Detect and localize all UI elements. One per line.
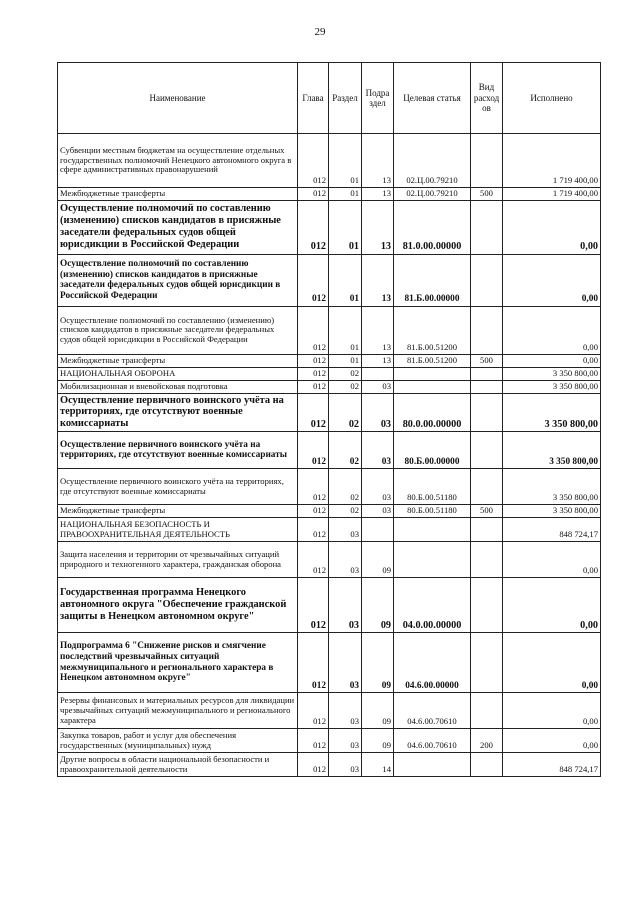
cell-glava: 012 — [298, 380, 329, 393]
cell-tselevaya: 81.Б.00.51200 — [394, 306, 471, 354]
cell-ispolneno: 1 719 400,00 — [503, 134, 601, 188]
table-row — [58, 134, 601, 188]
cell-tselevaya: 81.Б.00.00000 — [394, 254, 471, 306]
cell-tselevaya: 04.6.00.70610 — [394, 729, 471, 753]
cell-name: Другие вопросы в области национальной безопасности и правоохранительной деятельности — [58, 753, 298, 777]
cell-razdel: 03 — [329, 578, 362, 633]
cell-vid — [471, 380, 503, 393]
cell-name: Мобилизационная и вневойсковая подготовка — [58, 380, 298, 393]
cell-vid — [471, 254, 503, 306]
cell-glava: 012 — [298, 729, 329, 753]
cell-razdel: 02 — [329, 505, 362, 518]
cell-ispolneno: 848 724,17 — [503, 753, 601, 777]
table-row — [58, 393, 601, 432]
cell-name: Резервы финансовых и материальных ресурсов для ликвидации чрезвычайных ситуаций межмуниципального и регионального характера — [58, 693, 298, 729]
cell-name: Защита населения и территории от чрезвычайных ситуаций природного и техногенного характера, гражданская оборона — [58, 542, 298, 578]
header-ispolneno: Исполнено — [503, 63, 601, 134]
table-row — [58, 633, 601, 693]
cell-vid — [471, 200, 503, 254]
table-row — [58, 542, 601, 578]
cell-vid — [471, 542, 503, 578]
cell-name: Субвенции местным бюджетам на осуществление отдельных государственных полномочий Ненецкого автономного округа в сфере административных правонарушений — [58, 134, 298, 188]
cell-ispolneno: 0,00 — [503, 306, 601, 354]
cell-ispolneno: 1 719 400,00 — [503, 188, 601, 201]
table-row — [58, 578, 601, 633]
cell-vid — [471, 306, 503, 354]
header-name: Наименование — [58, 63, 298, 134]
cell-name: НАЦИОНАЛЬНАЯ БЕЗОПАСНОСТЬ И ПРАВООХРАНИТЕЛЬНАЯ ДЕЯТЕЛЬНОСТЬ — [58, 518, 298, 542]
cell-podrazdel: 03 — [362, 505, 394, 518]
cell-ispolneno: 0,00 — [503, 200, 601, 254]
cell-podrazdel: 13 — [362, 254, 394, 306]
cell-podrazdel: 03 — [362, 432, 394, 469]
cell-glava: 012 — [298, 578, 329, 633]
cell-ispolneno: 0,00 — [503, 578, 601, 633]
cell-name: Осуществление первичного воинского учёта на территориях, где отсутствуют военные комиссариаты — [58, 469, 298, 505]
cell-razdel: 02 — [329, 469, 362, 505]
cell-name: Подпрограмма 6 "Снижение рисков и смягчение последствий чрезвычайных ситуаций межмуниципального и регионального характера в Ненецком автономном округе" — [58, 633, 298, 693]
table-row — [58, 306, 601, 354]
cell-vid — [471, 134, 503, 188]
cell-tselevaya: 81.Б.00.51200 — [394, 354, 471, 367]
cell-vid — [471, 518, 503, 542]
cell-glava: 012 — [298, 200, 329, 254]
cell-ispolneno: 0,00 — [503, 729, 601, 753]
cell-razdel: 02 — [329, 432, 362, 469]
cell-ispolneno: 3 350 800,00 — [503, 505, 601, 518]
cell-podrazdel — [362, 367, 394, 380]
table-row — [58, 693, 601, 729]
cell-name: Осуществление полномочий по составлению (изменению) списков кандидатов в присяжные заседатели федеральных судов общей юрисдикции в Российской Федерации — [58, 254, 298, 306]
cell-razdel: 03 — [329, 753, 362, 777]
cell-razdel: 01 — [329, 254, 362, 306]
cell-name: Осуществление полномочий по составлению (изменению) списков кандидатов в присяжные заседатели федеральных судов общей юрисдикции в Российской Федерации — [58, 306, 298, 354]
cell-name: НАЦИОНАЛЬНАЯ ОБОРОНА — [58, 367, 298, 380]
cell-podrazdel: 13 — [362, 134, 394, 188]
cell-tselevaya: 02.Ц.00.79210 — [394, 188, 471, 201]
cell-tselevaya: 80.0.00.00000 — [394, 393, 471, 432]
cell-tselevaya: 81.0.00.00000 — [394, 200, 471, 254]
cell-podrazdel: 09 — [362, 542, 394, 578]
cell-glava: 012 — [298, 188, 329, 201]
cell-ispolneno: 3 350 800,00 — [503, 469, 601, 505]
cell-glava: 012 — [298, 354, 329, 367]
cell-glava: 012 — [298, 542, 329, 578]
cell-razdel: 01 — [329, 306, 362, 354]
cell-name: Межбюджетные трансферты — [58, 505, 298, 518]
cell-razdel: 02 — [329, 380, 362, 393]
cell-name: Государственная программа Ненецкого автономного округа "Обеспечение гражданской защиты в Ненецком автономном округе" — [58, 578, 298, 633]
cell-vid — [471, 469, 503, 505]
cell-vid — [471, 432, 503, 469]
cell-ispolneno: 0,00 — [503, 542, 601, 578]
cell-tselevaya — [394, 367, 471, 380]
cell-podrazdel: 13 — [362, 188, 394, 201]
cell-glava: 012 — [298, 505, 329, 518]
cell-glava: 012 — [298, 134, 329, 188]
page-number: 29 — [314, 26, 326, 38]
cell-name: Закупка товаров, работ и услуг для обеспечения государственных (муниципальных) нужд — [58, 729, 298, 753]
cell-tselevaya: 04.6.00.70610 — [394, 693, 471, 729]
cell-tselevaya — [394, 753, 471, 777]
table-row — [58, 200, 601, 254]
cell-podrazdel: 03 — [362, 393, 394, 432]
cell-vid — [471, 367, 503, 380]
cell-name: Межбюджетные трансферты — [58, 354, 298, 367]
cell-podrazdel: 09 — [362, 633, 394, 693]
cell-ispolneno: 848 724,17 — [503, 518, 601, 542]
cell-ispolneno: 3 350 800,00 — [503, 367, 601, 380]
cell-razdel: 01 — [329, 354, 362, 367]
cell-razdel: 03 — [329, 729, 362, 753]
cell-tselevaya — [394, 518, 471, 542]
cell-podrazdel: 03 — [362, 469, 394, 505]
cell-name: Осуществление первичного воинского учёта на территориях, где отсутствуют военные комиссариаты — [58, 432, 298, 469]
cell-podrazdel: 09 — [362, 729, 394, 753]
cell-glava: 012 — [298, 254, 329, 306]
cell-ispolneno: 0,00 — [503, 633, 601, 693]
cell-glava: 012 — [298, 432, 329, 469]
cell-razdel: 02 — [329, 393, 362, 432]
cell-vid — [471, 753, 503, 777]
table-row — [58, 254, 601, 306]
table-row — [58, 188, 601, 201]
cell-podrazdel: 03 — [362, 380, 394, 393]
table-row — [58, 380, 601, 393]
cell-razdel: 03 — [329, 633, 362, 693]
cell-vid: 200 — [471, 729, 503, 753]
header-glava: Глава — [298, 63, 329, 134]
cell-glava: 012 — [298, 518, 329, 542]
cell-vid: 500 — [471, 188, 503, 201]
cell-glava: 012 — [298, 367, 329, 380]
cell-podrazdel: 13 — [362, 306, 394, 354]
table-row — [58, 432, 601, 469]
cell-razdel: 01 — [329, 134, 362, 188]
header-tselevaya: Целевая статья — [394, 63, 471, 134]
table-header-row — [58, 63, 601, 134]
cell-glava: 012 — [298, 393, 329, 432]
cell-name: Осуществление полномочий по составлению (изменению) списков кандидатов в присяжные заседатели федеральных судов общей юрисдикции в Российской Федерации — [58, 200, 298, 254]
table-row — [58, 354, 601, 367]
table-row — [58, 505, 601, 518]
cell-tselevaya: 80.Б.00.51180 — [394, 469, 471, 505]
cell-tselevaya — [394, 542, 471, 578]
cell-razdel: 03 — [329, 542, 362, 578]
header-podrazdel: Подра здел — [362, 63, 394, 134]
cell-glava: 012 — [298, 693, 329, 729]
cell-razdel: 03 — [329, 518, 362, 542]
table-row — [58, 729, 601, 753]
cell-vid — [471, 578, 503, 633]
cell-glava: 012 — [298, 753, 329, 777]
cell-tselevaya: 02.Ц.00.79210 — [394, 134, 471, 188]
cell-ispolneno: 3 350 800,00 — [503, 393, 601, 432]
budget-table — [57, 62, 601, 777]
table-row — [58, 518, 601, 542]
cell-podrazdel: 13 — [362, 200, 394, 254]
cell-podrazdel: 14 — [362, 753, 394, 777]
table-row — [58, 753, 601, 777]
cell-ispolneno: 0,00 — [503, 693, 601, 729]
header-vid: Вид расход ов — [471, 63, 503, 134]
cell-ispolneno: 0,00 — [503, 254, 601, 306]
cell-tselevaya: 04.0.00.00000 — [394, 578, 471, 633]
cell-tselevaya: 80.Б.00.51180 — [394, 505, 471, 518]
cell-razdel: 03 — [329, 693, 362, 729]
cell-podrazdel — [362, 518, 394, 542]
cell-tselevaya — [394, 380, 471, 393]
cell-podrazdel: 09 — [362, 578, 394, 633]
cell-razdel: 01 — [329, 200, 362, 254]
cell-vid — [471, 633, 503, 693]
cell-name: Осуществление первичного воинского учёта на территориях, где отсутствуют военные комиссариаты — [58, 393, 298, 432]
cell-glava: 012 — [298, 469, 329, 505]
cell-ispolneno: 3 350 800,00 — [503, 432, 601, 469]
cell-name: Межбюджетные трансферты — [58, 188, 298, 201]
cell-razdel: 02 — [329, 367, 362, 380]
table-row — [58, 469, 601, 505]
cell-vid — [471, 693, 503, 729]
cell-tselevaya: 04.6.00.00000 — [394, 633, 471, 693]
cell-glava: 012 — [298, 633, 329, 693]
cell-vid: 500 — [471, 505, 503, 518]
cell-ispolneno: 0,00 — [503, 354, 601, 367]
cell-ispolneno: 3 350 800,00 — [503, 380, 601, 393]
cell-razdel: 01 — [329, 188, 362, 201]
cell-glava: 012 — [298, 306, 329, 354]
cell-vid — [471, 393, 503, 432]
table-row — [58, 367, 601, 380]
cell-podrazdel: 13 — [362, 354, 394, 367]
cell-tselevaya: 80.Б.00.00000 — [394, 432, 471, 469]
cell-vid: 500 — [471, 354, 503, 367]
cell-podrazdel: 09 — [362, 693, 394, 729]
header-razdel: Раздел — [329, 63, 362, 134]
